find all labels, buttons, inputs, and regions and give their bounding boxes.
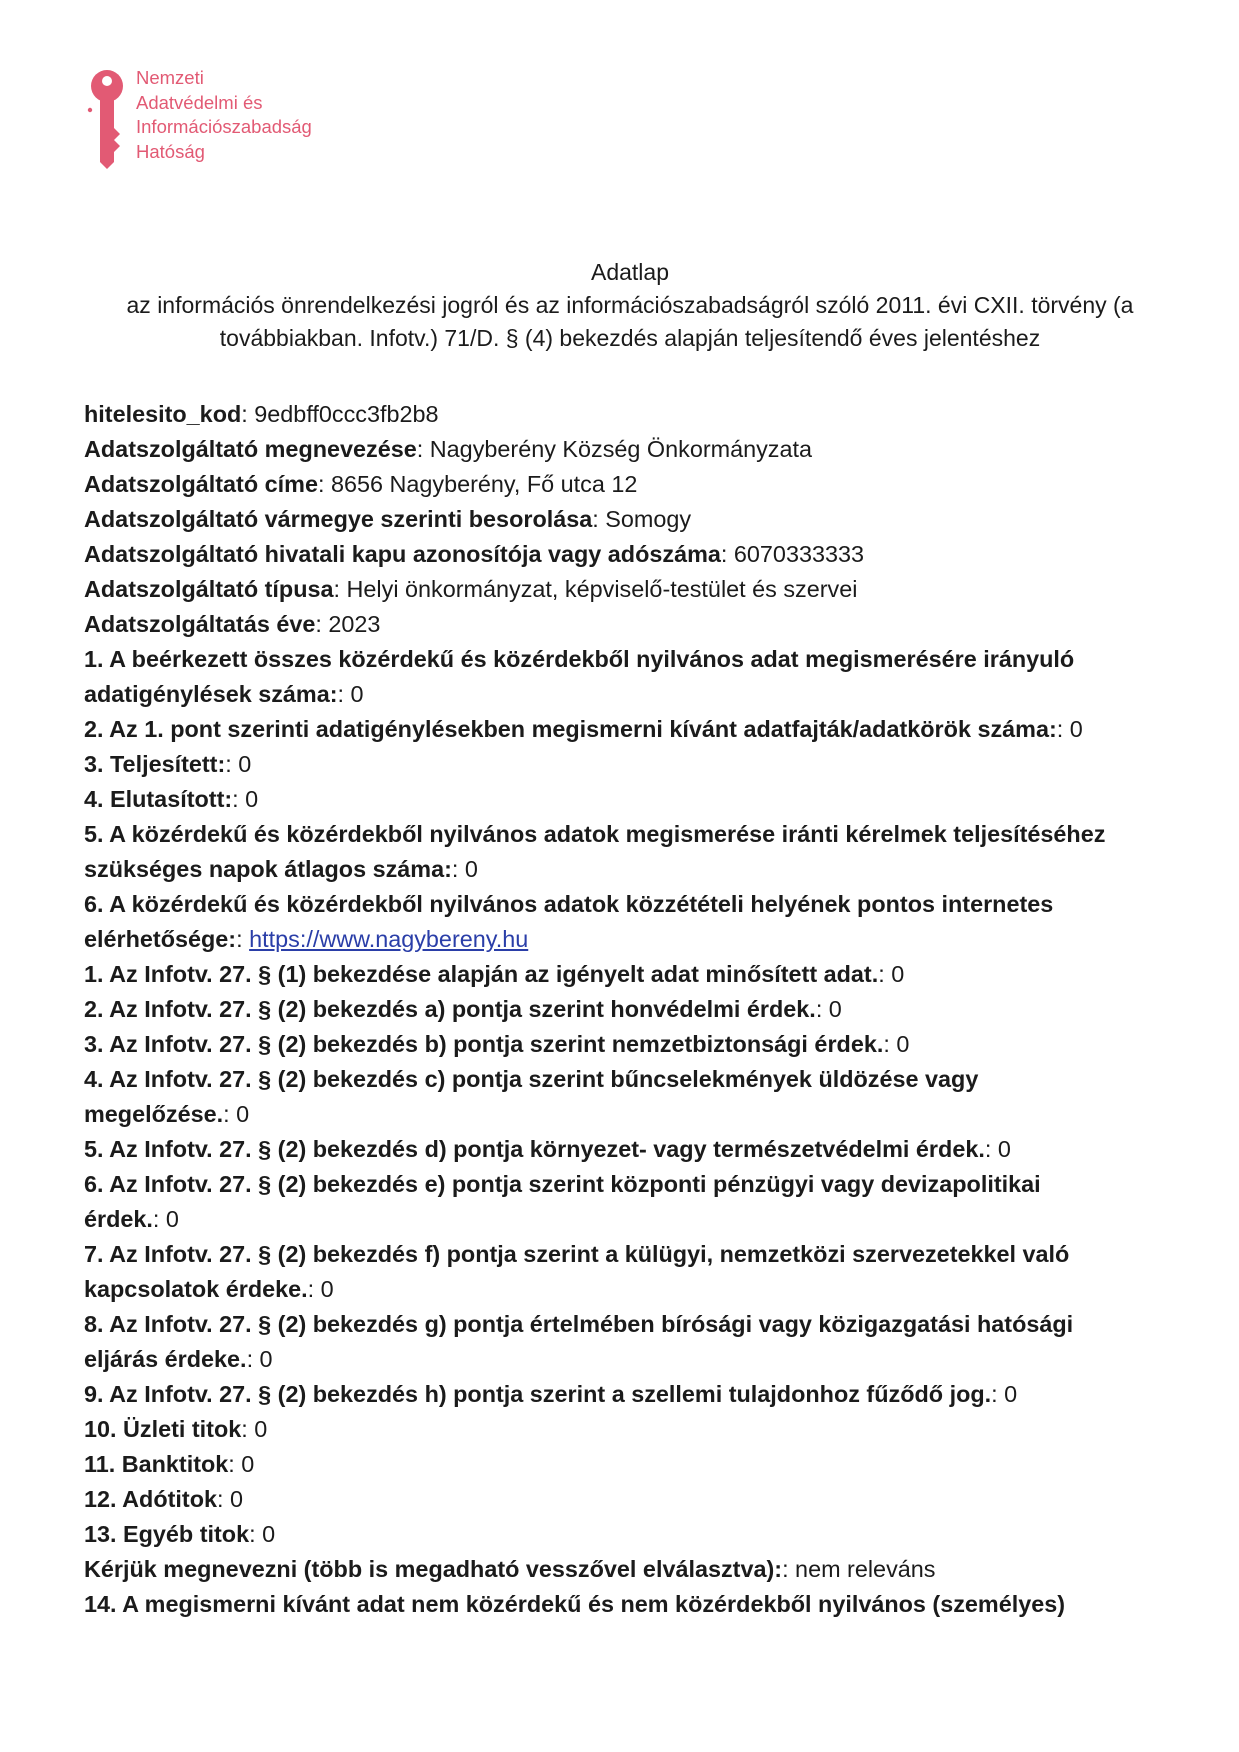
field-row <box>84 1237 1194 1272</box>
field-label: hitelesito_kod <box>84 401 242 427</box>
field-label: Adatszolgáltató vármegye szerinti besorolása <box>84 506 593 532</box>
logo-line: Hatóság <box>136 140 205 162</box>
field-label: szükséges napok átlagos száma: <box>84 856 452 882</box>
field-row <box>84 817 1194 852</box>
field-value: : 0 <box>984 1136 1011 1162</box>
field-label: eljárás érdeke. <box>84 1346 247 1372</box>
field-label: Adatszolgáltatás éve <box>84 611 316 637</box>
field-value: : 0 <box>337 681 364 707</box>
field-label: 4. Elutasított: <box>84 786 233 812</box>
field-row <box>84 1272 1194 1307</box>
field-label: 14. A megismerni kívánt adat nem közérdekű és nem közérdekből nyilvános (személyes) <box>84 1591 1066 1617</box>
field-label: elérhetősége: <box>84 926 237 952</box>
logo-line: Nemzeti <box>136 67 204 88</box>
field-label: 8. Az Infotv. 27. § (2) bekezdés g) pontja értelmében bírósági vagy közigazgatási hatósági <box>84 1311 1074 1337</box>
field-label: Adatszolgáltató megnevezése <box>84 436 417 462</box>
logo-text <box>136 66 312 164</box>
field-label: 2. Az Infotv. 27. § (2) bekezdés a) pontja szerint honvédelmi érdek. <box>84 996 816 1022</box>
field-row <box>84 1447 1194 1482</box>
field-label: 13. Egyéb titok <box>84 1521 250 1547</box>
field-row <box>84 1342 1194 1377</box>
field-row <box>84 957 1194 992</box>
field-label: 4. Az Infotv. 27. § (2) bekezdés c) pontja szerint bűncselekmények üldözése vagy <box>84 1066 979 1092</box>
field-row <box>84 887 1194 922</box>
field-label: 2. Az 1. pont szerinti adatigénylésekben megismerni kívánt adatfajták/adatkörök száma: <box>84 716 1057 742</box>
document-heading <box>70 256 1190 355</box>
logo-line: Információszabadság <box>136 116 312 137</box>
field-label: 1. Az Infotv. 27. § (1) bekezdése alapján az igényelt adat minősített adat. <box>84 961 879 987</box>
field-label: 5. A közérdekű és közérdekből nyilvános adatok megismerése iránti kérelmek teljesítéséhez <box>84 821 1106 847</box>
field-row <box>84 397 1194 432</box>
field-row <box>84 1377 1194 1412</box>
field-row <box>84 1202 1194 1237</box>
field-value: : 2023 <box>315 611 381 637</box>
field-row <box>84 1517 1194 1552</box>
field-label: 7. Az Infotv. 27. § (2) bekezdés f) pontja szerint a külügyi, nemzetközi szervezetekkel való <box>84 1241 1070 1267</box>
field-label: Adatszolgáltató hivatali kapu azonosítója vagy adószáma <box>84 541 721 567</box>
field-row <box>84 1552 1194 1587</box>
field-row <box>84 1132 1194 1167</box>
field-value: : 0 <box>241 1416 268 1442</box>
field-value: : 0 <box>225 751 252 777</box>
field-row <box>84 1307 1194 1342</box>
field-row <box>84 537 1194 572</box>
field-value: : 0 <box>223 1101 250 1127</box>
field-label: Adatszolgáltató típusa <box>84 576 334 602</box>
field-label: érdek. <box>84 1206 153 1232</box>
key-icon <box>86 70 126 170</box>
field-row <box>84 677 1194 712</box>
field-label: 6. Az Infotv. 27. § (2) bekezdés e) pontja szerint központi pénzügyi vagy devizapolitikai <box>84 1171 1041 1197</box>
field-value: : 6070333333 <box>720 541 864 567</box>
field-label: megelőzése. <box>84 1101 224 1127</box>
field-value: : 0 <box>217 1486 244 1512</box>
field-row <box>84 642 1194 677</box>
field-value: : <box>236 926 250 952</box>
logo-line: Adatvédelmi és <box>136 91 263 113</box>
field-row <box>84 502 1194 537</box>
data-sheet-fields <box>84 397 1194 1622</box>
field-label: 6. A közérdekű és közérdekből nyilvános adatok közzétételi helyének pontos internetes <box>84 891 1054 917</box>
field-value: : 9edbff0ccc3fb2b8 <box>241 401 439 427</box>
field-label: 12. Adótitok <box>84 1486 217 1512</box>
field-row <box>84 607 1194 642</box>
field-row <box>84 852 1194 887</box>
field-value: : 0 <box>1056 716 1083 742</box>
field-value: : 0 <box>878 961 905 987</box>
field-row <box>84 1412 1194 1447</box>
field-value: : 0 <box>249 1521 276 1547</box>
field-label: 5. Az Infotv. 27. § (2) bekezdés d) pontja környezet- vagy természetvédelmi érdek. <box>84 1136 985 1162</box>
field-label: 11. Banktitok <box>84 1451 229 1477</box>
authority-logo <box>86 66 346 176</box>
field-row <box>84 1027 1194 1062</box>
field-row <box>84 1062 1194 1097</box>
field-row <box>84 432 1194 467</box>
field-label: Kérjük megnevezni (több is megadható vesszővel elválasztva): <box>84 1556 783 1582</box>
field-row <box>84 747 1194 782</box>
field-value: : Nagyberény Község Önkormányzata <box>416 436 813 462</box>
field-value: : nem releváns <box>782 1556 936 1582</box>
field-row <box>84 1587 1194 1622</box>
field-row <box>84 712 1194 747</box>
document-subtitle-line: továbbiakban. Infotv.) 71/D. § (4) bekezdés alapján teljesítendő éves jelentéshez <box>219 325 1041 351</box>
field-value: : 0 <box>228 1451 255 1477</box>
field-value: : 0 <box>232 786 259 812</box>
field-row <box>84 782 1194 817</box>
field-label: 1. A beérkezett összes közérdekű és közérdekből nyilvános adat megismerésére irányuló <box>84 646 1075 672</box>
field-value: : 0 <box>246 1346 273 1372</box>
field-label: adatigénylések száma: <box>84 681 338 707</box>
field-value: : Helyi önkormányzat, képviselő-testület és szervei <box>333 576 858 602</box>
field-row <box>84 1482 1194 1517</box>
field-value: : Somogy <box>592 506 692 532</box>
document-subtitle-line: az információs önrendelkezési jogról és az információszabadságról szóló 2011. évi CXII. törvény (a <box>126 292 1134 318</box>
field-value: : 0 <box>991 1381 1018 1407</box>
field-label: 10. Üzleti titok <box>84 1416 242 1442</box>
field-value: : 0 <box>815 996 842 1022</box>
field-value: : 0 <box>451 856 478 882</box>
field-value: : 0 <box>152 1206 179 1232</box>
field-label: 3. Teljesített: <box>84 751 226 777</box>
field-label: 3. Az Infotv. 27. § (2) bekezdés b) pontja szerint nemzetbiztonsági érdek. <box>84 1031 884 1057</box>
field-value: : 0 <box>883 1031 910 1057</box>
field-label: Adatszolgáltató címe <box>84 471 318 497</box>
document-title: Adatlap <box>590 259 669 285</box>
field-label: kapcsolatok érdeke. <box>84 1276 308 1302</box>
field-value: : 8656 Nagyberény, Fő utca 12 <box>317 471 638 497</box>
field-row <box>84 1097 1194 1132</box>
field-value: : 0 <box>307 1276 334 1302</box>
field-row <box>84 1167 1194 1202</box>
field-row <box>84 467 1194 502</box>
field-row <box>84 572 1194 607</box>
field-label: 9. Az Infotv. 27. § (2) bekezdés h) pontja szerint a szellemi tulajdonhoz fűződő jog. <box>84 1381 992 1407</box>
website-link[interactable]: https://www.nagybereny.hu <box>249 926 529 952</box>
field-row <box>84 922 1194 957</box>
field-row <box>84 992 1194 1027</box>
